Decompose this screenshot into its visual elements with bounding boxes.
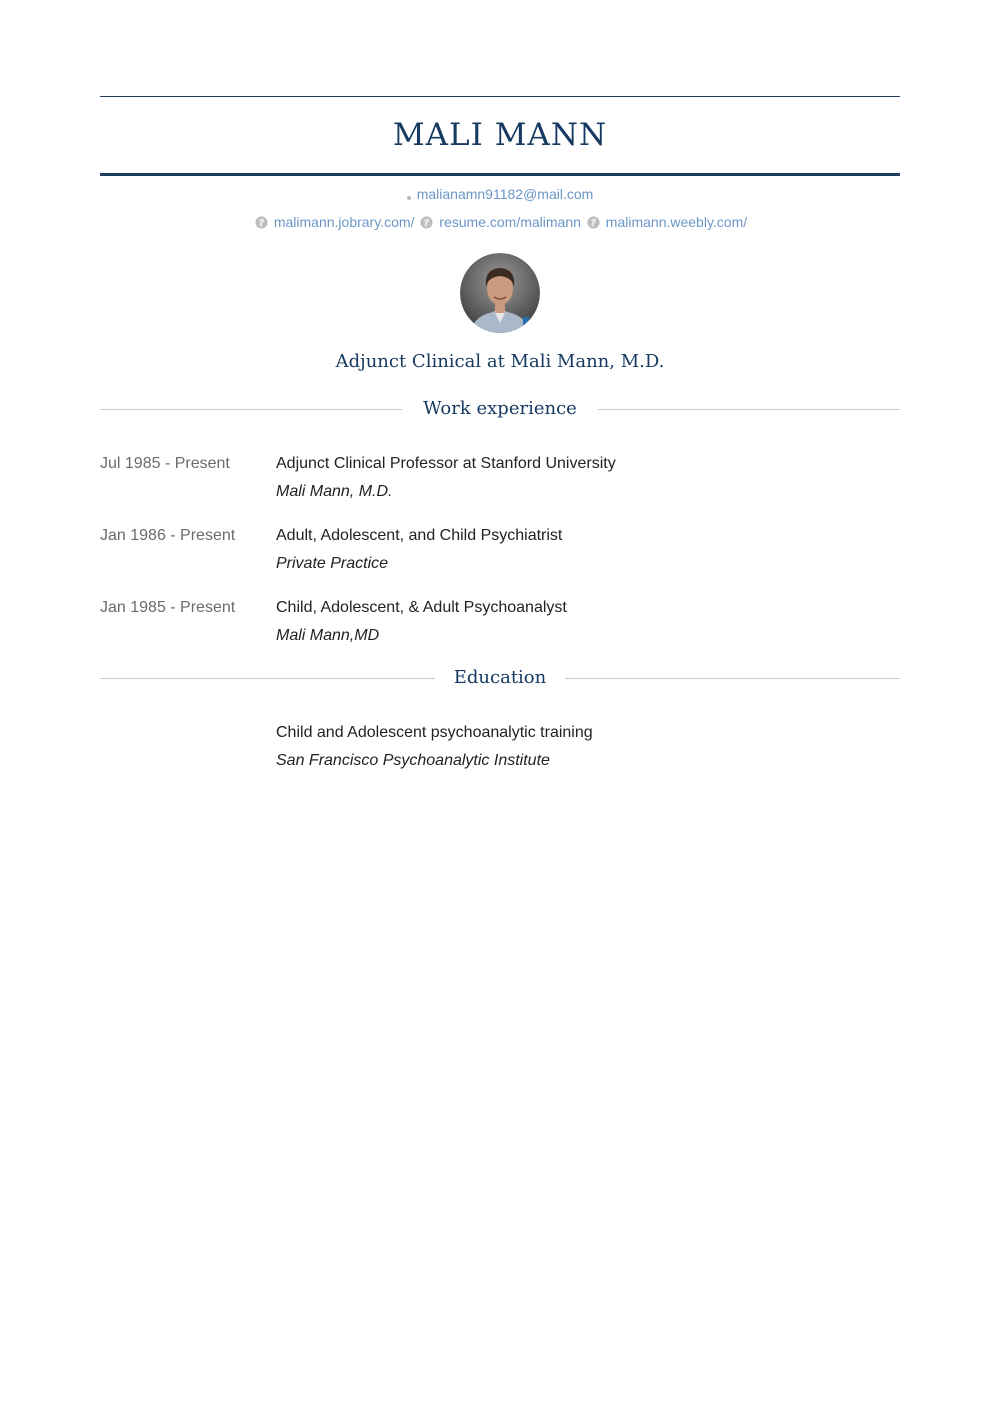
- work-entry: [100, 594, 900, 666]
- entry-program: Child and Adolescent psychoanalytic training: [276, 724, 593, 741]
- globe-icon: [420, 216, 433, 229]
- section-divider-right: [565, 678, 900, 679]
- entry-role: Adjunct Clinical Professor at Stanford University: [276, 455, 616, 472]
- website-links-row: [100, 211, 900, 233]
- email-link[interactable]: malianamn91182@mail.com: [416, 186, 594, 202]
- entry-date: Jul 1985 - Present: [100, 455, 230, 472]
- entry-date: Jan 1985 - Present: [100, 599, 236, 616]
- professional-headline: Adjunct Clinical at Mali Mann, M.D.: [335, 351, 665, 372]
- section-title: Work experience: [405, 394, 595, 424]
- work-experience-list: [100, 450, 900, 666]
- work-entry: [100, 450, 900, 522]
- education-heading: [100, 663, 900, 693]
- entry-role: Adult, Adolescent, and Child Psychiatrist: [276, 527, 563, 544]
- globe-icon: [587, 216, 600, 229]
- header-bottom-rule: [100, 173, 900, 176]
- section-divider-left: [100, 678, 435, 679]
- profile-photo: [460, 253, 540, 333]
- globe-icon: [255, 216, 268, 229]
- education-entry: [100, 719, 900, 791]
- section-divider-left: [100, 409, 402, 410]
- education-list: [100, 719, 900, 791]
- website-link-jobrary[interactable]: malimann.jobrary.com/: [273, 214, 415, 230]
- work-entry: [100, 522, 900, 594]
- email-row: [100, 183, 900, 205]
- section-title: Education: [436, 663, 565, 693]
- website-link-resume[interactable]: resume.com/malimann: [439, 214, 581, 230]
- entry-organization: Private Practice: [276, 555, 389, 572]
- entry-date: Jan 1986 - Present: [100, 527, 236, 544]
- work-experience-heading: [100, 394, 900, 424]
- entry-institution: San Francisco Psychoanalytic Institute: [276, 752, 550, 769]
- section-divider-right: [598, 409, 900, 410]
- website-link-weebly[interactable]: malimann.weebly.com/: [605, 214, 748, 230]
- resume-page: [100, 96, 900, 791]
- entry-organization: Mali Mann, M.D.: [276, 483, 393, 500]
- candidate-name: MALI MANN: [392, 117, 608, 153]
- avatar: [460, 253, 540, 333]
- bullet-icon: [407, 196, 411, 200]
- entry-role: Child, Adolescent, & Adult Psychoanalyst: [276, 599, 567, 616]
- entry-organization: Mali Mann,MD: [276, 627, 380, 644]
